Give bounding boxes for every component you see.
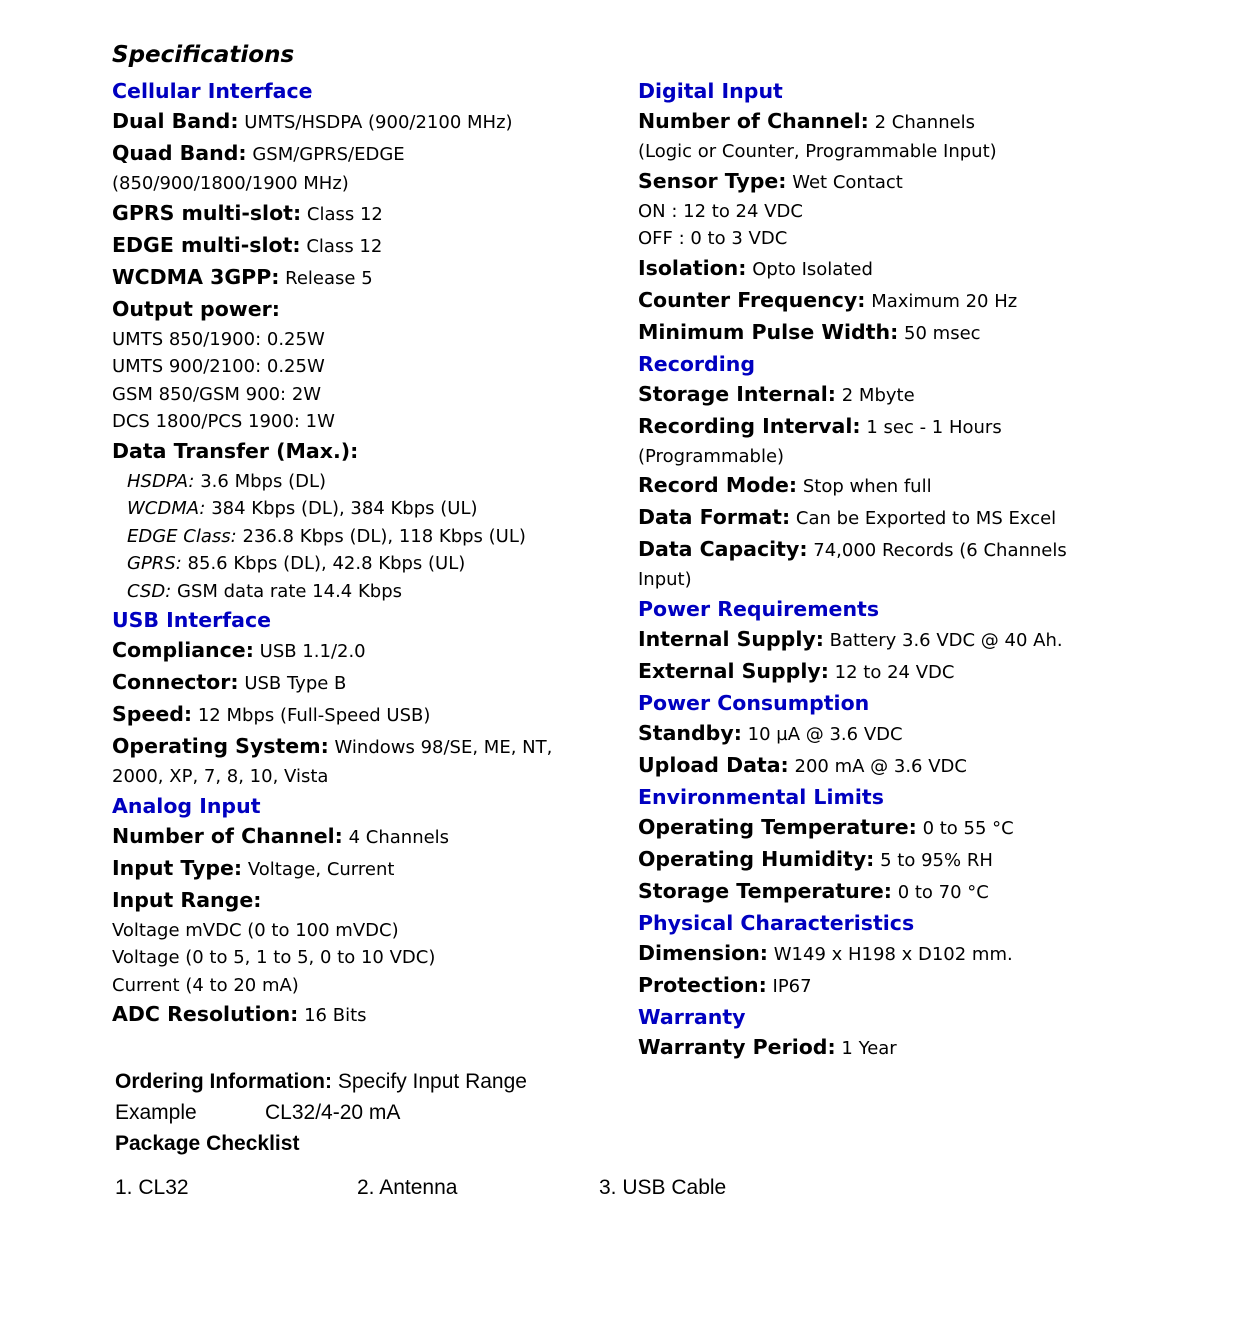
spec-label: Dimension: — [638, 940, 769, 965]
checklist-item: 2. Antenna — [357, 1176, 458, 1199]
section-heading-environmental: Environmental Limits — [638, 784, 884, 809]
spec-label: Sensor Type: — [638, 168, 787, 193]
spec-label: Operating System: — [112, 734, 329, 758]
spec-value: Wet Contact — [792, 171, 903, 193]
spec-label: Dual Band: — [112, 109, 239, 133]
spec-label: Internal Supply: — [638, 626, 824, 651]
input-range-line: Voltage mVDC (0 to 100 mVDC) — [112, 919, 399, 941]
spec-interval-cont: (Programmable) — [638, 445, 785, 467]
spec-data-transfer — [112, 436, 622, 468]
spec-value: 1 sec - 1 Hours — [866, 416, 1002, 438]
spec-protection — [638, 970, 1198, 1002]
spec-value: Release 5 — [285, 267, 373, 289]
checklist-heading-text: Package Checklist — [115, 1132, 300, 1155]
spec-label: ADC Resolution: — [112, 1002, 299, 1026]
spec-quad-band-cont: (850/900/1800/1900 MHz) — [112, 173, 349, 194]
spec-analog-channels — [112, 821, 622, 853]
spec-os-cont: 2000, XP, 7, 8, 10, Vista — [112, 766, 329, 787]
data-transfer-item — [112, 523, 622, 551]
ordering-example — [115, 1097, 527, 1128]
spec-os — [112, 731, 622, 763]
output-power-line: UMTS 850/1900: 0.25W — [112, 328, 325, 350]
spec-label: Speed: — [112, 702, 193, 726]
spec-label: Upload Data: — [638, 752, 789, 777]
spec-label: Recording Interval: — [638, 413, 861, 438]
spec-dimension — [638, 938, 1198, 970]
output-power-line: UMTS 900/2100: 0.25W — [112, 356, 325, 377]
example-label: Example — [115, 1101, 197, 1124]
checklist-item: 3. USB Cable — [599, 1176, 727, 1199]
spec-label: Counter Frequency: — [638, 287, 866, 312]
spec-label: Input Range: — [112, 887, 262, 912]
spec-value: 5 to 95% RH — [880, 849, 993, 871]
spec-value: Windows 98/SE, ME, NT, — [334, 737, 553, 758]
spec-value: USB 1.1/2.0 — [259, 641, 366, 662]
item-label: WCDMA: — [127, 498, 206, 519]
spec-wcdma — [112, 262, 622, 294]
spec-value: USB Type B — [244, 673, 347, 694]
section-heading-power-consumption: Power Consumption — [638, 690, 870, 715]
spec-storage-temperature — [638, 876, 1198, 908]
spec-data-capacity-cont: Input) — [638, 569, 692, 590]
spec-value: Voltage, Current — [247, 858, 395, 880]
spec-value: 50 msec — [904, 322, 981, 344]
item-value: 384 Kbps (DL), 384 Kbps (UL) — [211, 498, 478, 519]
data-transfer-item — [112, 468, 622, 496]
spec-label: Protection: — [638, 972, 767, 997]
spec-compliance — [112, 635, 622, 667]
spec-label: Standby: — [638, 720, 742, 745]
section-heading-recording: Recording — [638, 351, 756, 376]
spec-label: EDGE multi-slot: — [112, 232, 301, 257]
spec-counter-frequency — [638, 285, 1198, 317]
spec-label: Record Mode: — [638, 473, 798, 497]
spec-isolation — [638, 253, 1198, 285]
spec-data-capacity — [638, 534, 1198, 566]
spec-operating-temperature — [638, 812, 1198, 844]
spec-label: Input Type: — [112, 855, 243, 880]
sensor-line: OFF : 0 to 3 VDC — [638, 228, 788, 249]
ordering-section — [115, 1066, 527, 1159]
section-heading-warranty: Warranty — [638, 1004, 746, 1029]
spec-label: WCDMA 3GPP: — [112, 264, 280, 289]
spec-speed — [112, 699, 622, 731]
item-value: 3.6 Mbps (DL) — [200, 470, 326, 492]
spec-value: 0 to 70 °C — [897, 881, 989, 903]
output-power-line: DCS 1800/PCS 1900: 1W — [112, 411, 335, 432]
item-value: GSM data rate 14.4 Kbps — [177, 580, 403, 602]
package-checklist-heading — [115, 1128, 527, 1159]
spec-label: Warranty Period: — [638, 1034, 836, 1059]
spec-storage — [638, 379, 1198, 411]
spec-digital-channels — [638, 106, 1198, 138]
item-label: EDGE Class: — [127, 525, 237, 547]
spec-value: 10 µA @ 3.6 VDC — [747, 723, 903, 745]
spec-value: 0 to 55 °C — [922, 817, 1014, 839]
section-heading-analog: Analog Input — [112, 793, 261, 818]
section-heading-physical: Physical Characteristics — [638, 910, 915, 935]
spec-warranty-period — [638, 1032, 1198, 1064]
spec-label: External Supply: — [638, 658, 829, 683]
spec-value: Can be Exported to MS Excel — [795, 508, 1057, 529]
item-label: GPRS: — [127, 553, 182, 574]
spec-gprs — [112, 198, 622, 230]
spec-value: Battery 3.6 VDC @ 40 Ah. — [829, 629, 1063, 651]
spec-value: 12 to 24 VDC — [834, 661, 955, 683]
spec-internal-supply — [638, 624, 1198, 656]
checklist-item: 1. CL32 — [115, 1176, 189, 1199]
spec-value: IP67 — [772, 975, 812, 997]
item-value: 236.8 Kbps (DL), 118 Kbps (UL) — [242, 525, 526, 547]
spec-quad-band — [112, 138, 622, 170]
spec-label: Data Transfer (Max.): — [112, 438, 359, 463]
spec-interval — [638, 411, 1198, 443]
spec-value: 16 Bits — [304, 1005, 367, 1026]
spec-label: Isolation: — [638, 255, 747, 280]
section-heading-digital: Digital Input — [638, 79, 783, 103]
spec-label: Compliance: — [112, 638, 254, 662]
sensor-line: ON : 12 to 24 VDC — [638, 200, 803, 222]
spec-digital-channels-cont: (Logic or Counter, Programmable Input) — [638, 141, 997, 162]
spec-label: Storage Temperature: — [638, 878, 892, 903]
spec-value: 2 Channels — [874, 112, 976, 133]
spec-value: GSM/GPRS/EDGE — [252, 144, 405, 165]
spec-upload-data — [638, 750, 1198, 782]
spec-label: Operating Humidity: — [638, 846, 875, 871]
spec-adc — [112, 999, 622, 1031]
spec-value: W149 x H198 x D102 mm. — [773, 943, 1013, 965]
spec-input-type — [112, 853, 622, 885]
spec-standby — [638, 718, 1198, 750]
spec-data-format — [638, 502, 1198, 534]
spec-value: 74,000 Records (6 Channels — [813, 540, 1067, 561]
spec-value: Opto Isolated — [752, 258, 873, 280]
spec-label: Number of Channel: — [112, 823, 343, 848]
page-title: Specifications — [112, 42, 295, 68]
spec-input-range — [112, 885, 622, 917]
spec-label: Quad Band: — [112, 141, 247, 165]
section-heading-usb: USB Interface — [112, 608, 272, 632]
spec-value: 4 Channels — [348, 826, 450, 848]
spec-value: Class 12 — [306, 203, 383, 225]
spec-label: Output power: — [112, 296, 280, 321]
spec-label: Storage Internal: — [638, 381, 836, 406]
spec-value: 1 Year — [841, 1037, 897, 1059]
spec-value: 2 Mbyte — [841, 384, 915, 406]
section-heading-cellular: Cellular Interface — [112, 79, 313, 103]
spec-label: Data Capacity: — [638, 537, 808, 561]
spec-dual-band — [112, 106, 622, 138]
spec-label: Operating Temperature: — [638, 814, 917, 839]
spec-operating-humidity — [638, 844, 1198, 876]
item-label: CSD: — [127, 580, 172, 602]
spec-external-supply — [638, 656, 1198, 688]
output-power-line: GSM 850/GSM 900: 2W — [112, 383, 322, 405]
item-label: HSDPA: — [127, 470, 195, 492]
spec-value: Maximum 20 Hz — [871, 290, 1018, 312]
example-value: CL32/4-20 mA — [265, 1101, 401, 1124]
section-heading-power-requirements: Power Requirements — [638, 596, 880, 621]
spec-output-power — [112, 294, 622, 326]
spec-value: 200 mA @ 3.6 VDC — [794, 755, 967, 777]
ordering-info — [115, 1066, 527, 1097]
spec-pulse-width — [638, 317, 1198, 349]
input-range-line: Voltage (0 to 5, 1 to 5, 0 to 10 VDC) — [112, 947, 436, 968]
item-value: 85.6 Kbps (DL), 42.8 Kbps (UL) — [187, 553, 466, 574]
spec-value: 12 Mbps (Full-Speed USB) — [197, 705, 431, 726]
spec-value: Stop when full — [802, 476, 932, 497]
data-transfer-item — [112, 550, 622, 578]
spec-label: Number of Channel: — [638, 109, 869, 133]
spec-label: Minimum Pulse Width: — [638, 319, 899, 344]
input-range-line: Current (4 to 20 mA) — [112, 974, 299, 996]
spec-label: Connector: — [112, 670, 239, 694]
spec-edge — [112, 230, 622, 262]
spec-label: GPRS multi-slot: — [112, 200, 302, 225]
spec-label: Data Format: — [638, 505, 791, 529]
spec-value: UMTS/HSDPA (900/2100 MHz) — [244, 112, 513, 133]
data-transfer-item — [112, 578, 622, 606]
data-transfer-item — [112, 495, 622, 523]
spec-value: Class 12 — [306, 235, 383, 257]
left-column — [112, 76, 622, 1031]
right-column — [638, 76, 1198, 1064]
spec-record-mode — [638, 470, 1198, 502]
spec-sensor-type — [638, 166, 1198, 198]
ordering-value: Specify Input Range — [337, 1070, 527, 1093]
spec-connector — [112, 667, 622, 699]
ordering-label: Ordering Information: — [115, 1070, 332, 1093]
